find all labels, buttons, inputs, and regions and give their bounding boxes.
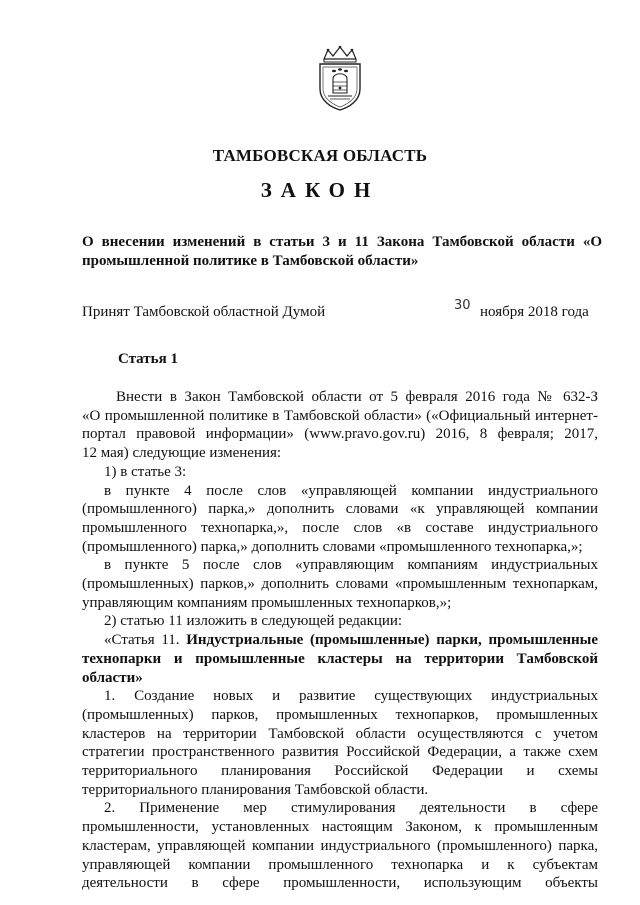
body-line: в пункте 4 после слов «управляющей компании индустриального (104, 482, 598, 499)
article-11-title-line (82, 669, 598, 688)
body-line: в пункте 5 после слов «управляющим компаниям индустриальных (104, 557, 598, 574)
body-line: 2. Применение мер стимулирования деятельности в сфере (104, 800, 598, 817)
body-line: промышленности, установленных настоящим Законом, к промышленным (82, 819, 598, 836)
body-line: (промышленного) парка,» дополнить словами «промышленного технопарка,»; (82, 538, 583, 555)
document-body (82, 388, 598, 893)
body-line: портал правовой информации» (www.pravo.gov.ru) 2016, 8 февраля; 2017, (82, 426, 598, 443)
body-line: «О промышленной политике в Тамбовской области» («Официальный интернет- (82, 407, 598, 424)
body-line: 12 мая) следующие изменения: (82, 445, 282, 462)
body-line: стратегии пространственного развития Российской Федерации, а также схем (82, 744, 598, 761)
body-line: 1. Создание новых и развитие существующих индустриальных (104, 688, 598, 705)
body-line: управляющей компании промышленного технопарка и к субъектам (82, 856, 598, 873)
article-11-title: Индустриальные (промышленные) парки, промышленные (186, 632, 598, 649)
article-11-title-line (82, 650, 598, 669)
body-line: (промышленных) парков,» дополнить словами «промышленным технопаркам, (82, 576, 598, 593)
list-item: 1) в статье 3: (104, 463, 187, 480)
law-subject-line: О внесении изменений в статьи 3 и 11 Закона Тамбовской области «О (82, 234, 602, 250)
body-line: промышленного технопарка,», после слов «в составе индустриального (82, 519, 598, 536)
body-line: территориального планирования Российской Федерации и схемы (82, 763, 598, 780)
article-11-title: области» (82, 669, 143, 686)
body-line: деятельности в сфере промышленности, использующим объекты (82, 875, 598, 892)
article-11-title: технопарки и промышленные кластеры на территории Тамбовской (82, 650, 598, 667)
document-type-title: ЗАКОН (260, 178, 380, 202)
law-subject-line: промышленной политике в Тамбовской области» (82, 253, 419, 269)
adoption-day-handwritten: 30 (454, 298, 471, 313)
body-line: управляющим компаниям промышленных технопарков,»; (82, 594, 452, 611)
law-subject (82, 233, 602, 271)
adoption-date: ноября 2018 года (480, 304, 589, 320)
article-11-title-line (82, 631, 598, 650)
article-11-prefix: «Статья 11. (104, 632, 180, 649)
region-title: ТАМБОВСКАЯ ОБЛАСТЬ (212, 146, 428, 165)
article-heading: Статья 1 (118, 351, 178, 367)
body-line: кластерам, управляющей компании индустриального (промышленного) парка, (82, 837, 598, 854)
body-line: (промышленных) парков, промышленных технопарков, промышленных (82, 706, 598, 723)
body-line: (промышленного) парка,» дополнить словами «к управляющей компании (82, 501, 598, 518)
body-line: кластеров на территории Тамбовской области осуществляются с учетом (82, 725, 598, 742)
adopted-by: Принят Тамбовской областной Думой (82, 304, 326, 320)
body-line: Внести в Закон Тамбовской области от 5 февраля 2016 года № 632-З (116, 389, 598, 405)
tambov-coat-of-arms-icon (314, 45, 366, 111)
body-line: территориального планирования Тамбовской области. (82, 781, 429, 798)
list-item: 2) статью 11 изложить в следующей редакции: (104, 613, 403, 630)
